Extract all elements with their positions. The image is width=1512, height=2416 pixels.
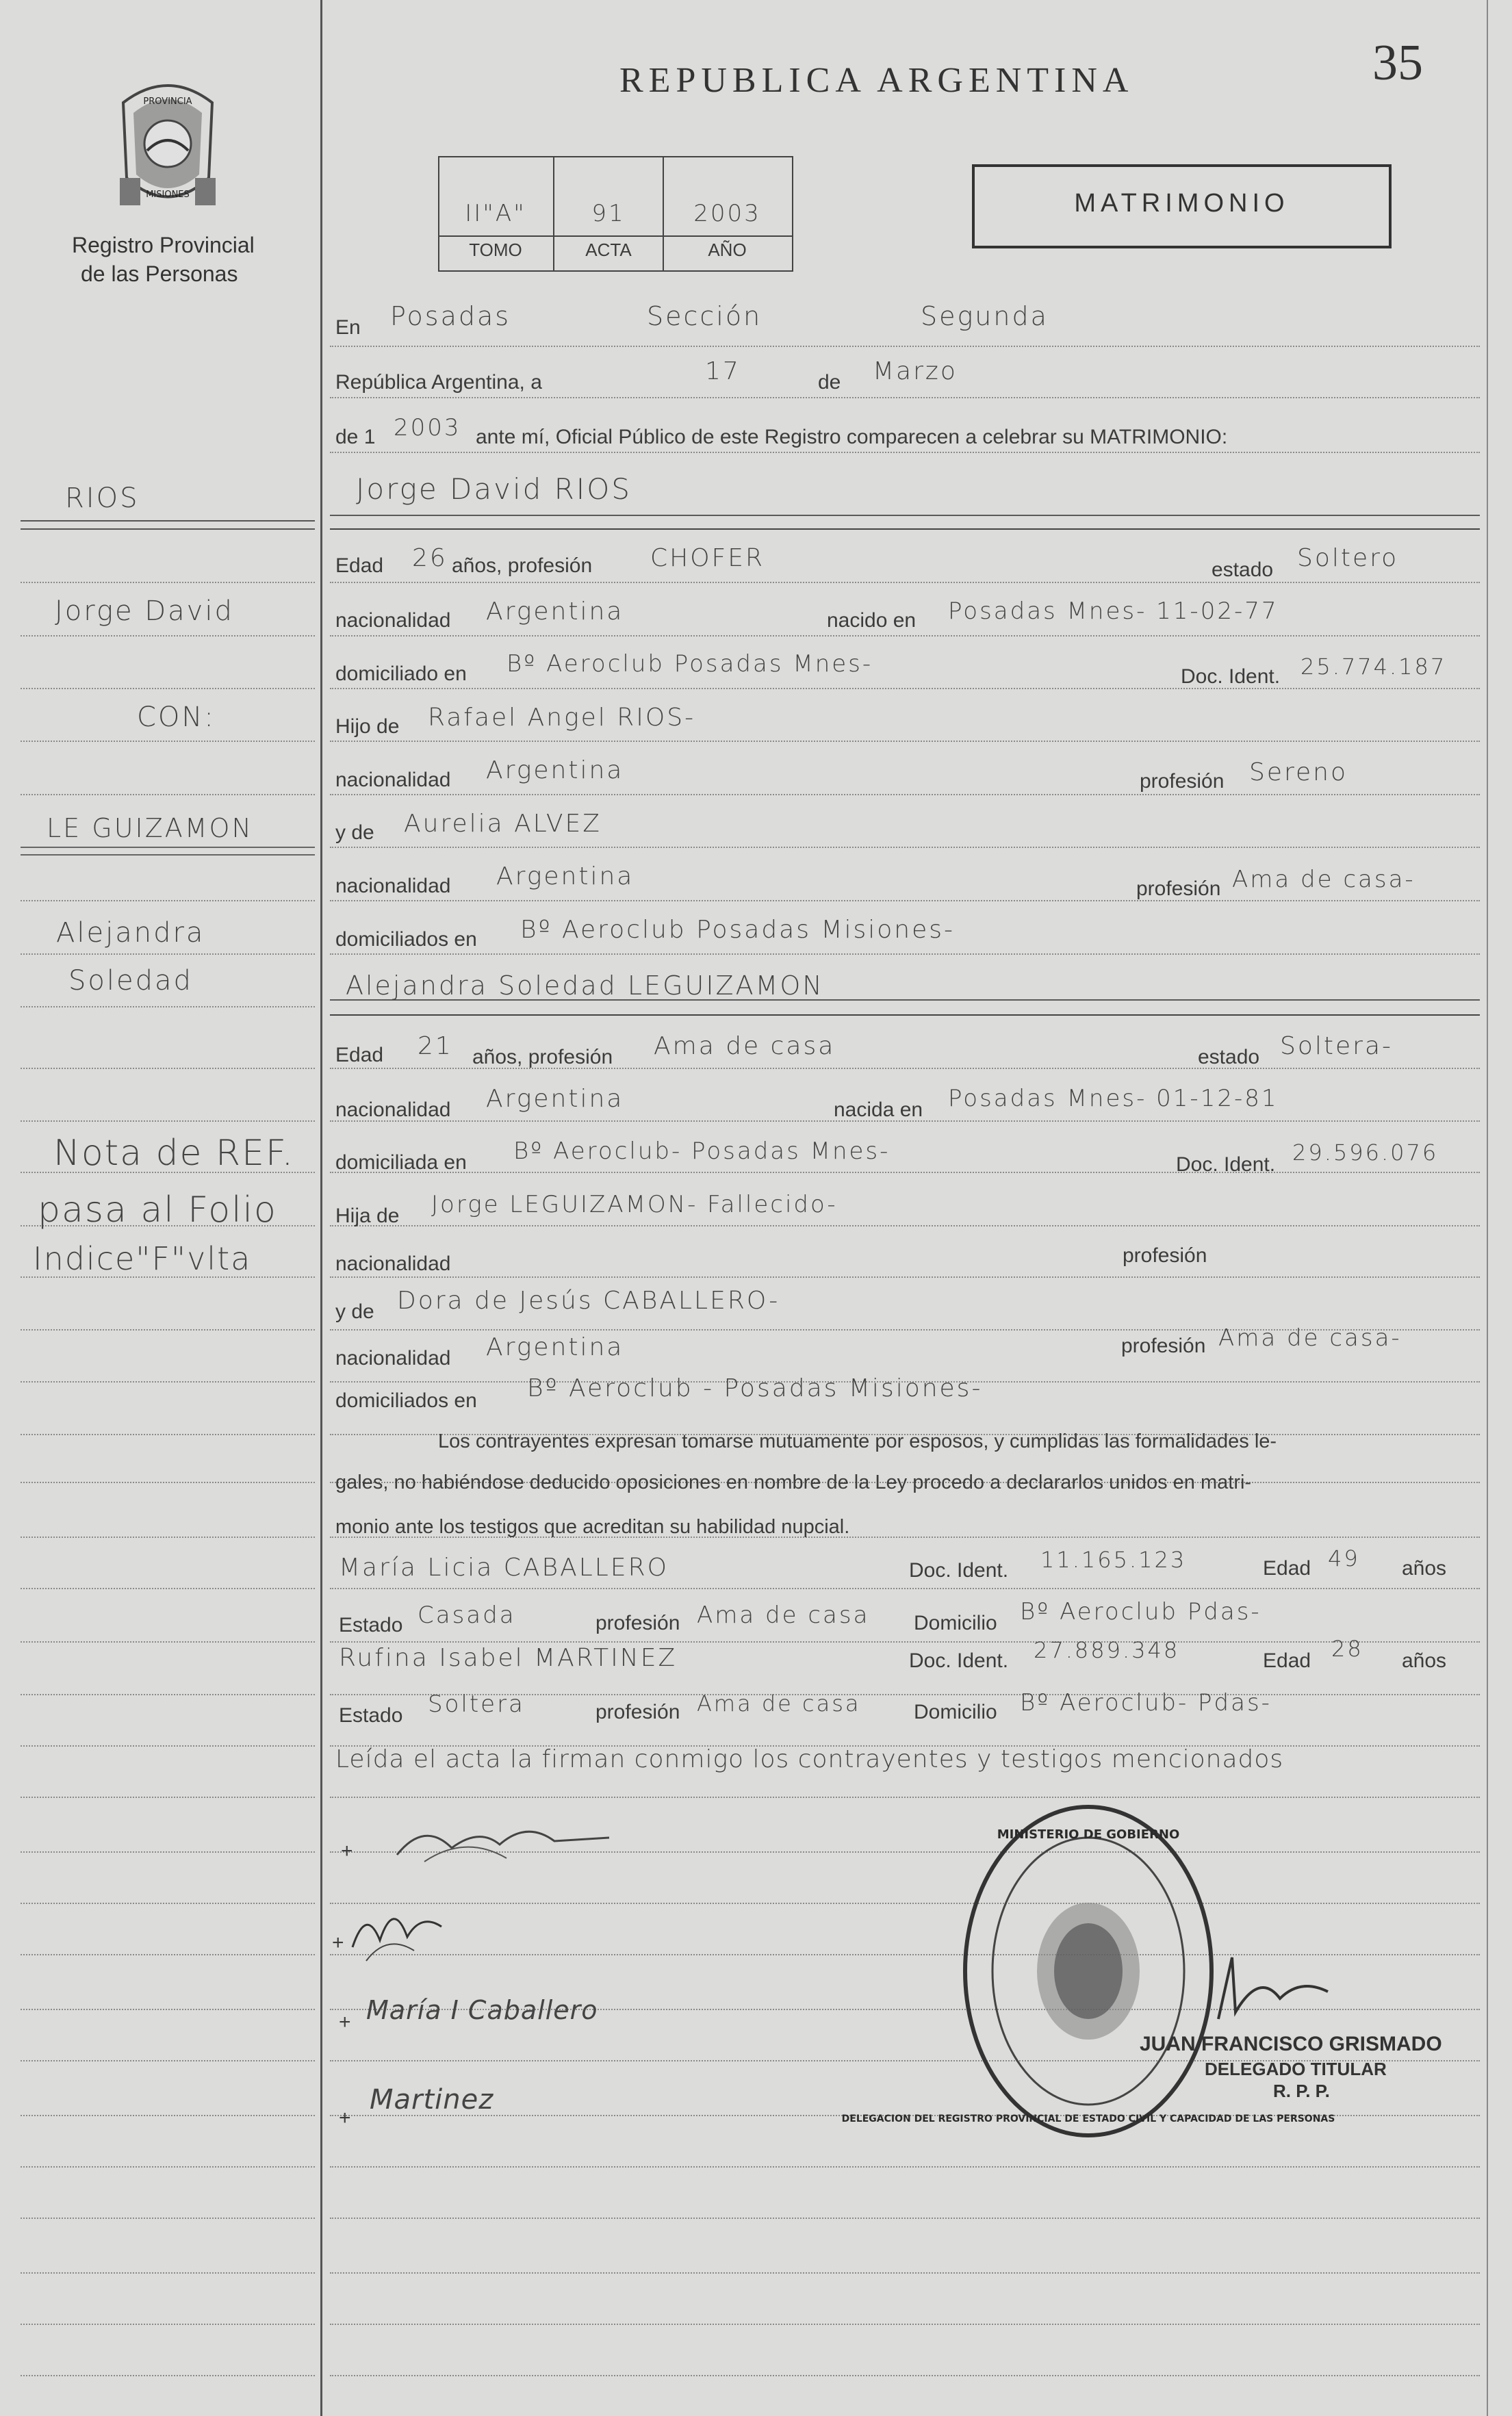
margin-given-2b: Soledad [68, 965, 193, 997]
groom-hijo-label: Hijo de [335, 715, 400, 738]
margin-given-2a: Alejandra [56, 917, 205, 949]
declaration-line1: Los contrayentes expresan tomarse mutuamente por esposos, y cumplidas las formalidades le- [438, 1430, 1277, 1452]
margin-surname-2: LE GUIZAMON [47, 813, 253, 843]
witness1-anos-label: años [1402, 1557, 1447, 1580]
margin-note-line1: Nota de REF. [53, 1133, 295, 1174]
groom-padre-nac-label: nacionalidad [335, 769, 451, 791]
tomo-label: TOMO [469, 240, 522, 260]
stamp-inner-text: MINISTERIO DE GOBIERNO [997, 1827, 1180, 1842]
groom-estado-label: estado [1212, 558, 1274, 581]
acta-label: ACTA [585, 240, 632, 260]
bride-yde-label: y de [335, 1300, 374, 1323]
declaration-line2: gales, no habiéndose deducido oposiciones en nombre de la Ley procedo a declararlos unidos en matri- [335, 1472, 1252, 1493]
bride-anos-prof-label: años, profesión [472, 1046, 613, 1068]
stamp-ring-text: DELEGACION DEL REGISTRO PROVINCIAL DE ESTADO CIVIL Y CAPACIDAD DE LAS PERSONAS [841, 2113, 1335, 2124]
margin-note-line3: Indice"F"vlta [33, 1240, 252, 1277]
office-name-line2: de las Personas [81, 261, 238, 286]
witness1-profesion: Ama de casa [697, 1602, 870, 1629]
signature-3: María I Caballero [366, 1995, 598, 2025]
bride-nacida: Posadas Mnes- 01-12-81 [948, 1085, 1279, 1112]
groom-nacido: Posadas Mnes- 11-02-77 [948, 597, 1279, 625]
bride-estado: Soltera- [1280, 1032, 1393, 1060]
groom-madre-prof: Ama de casa- [1232, 866, 1415, 893]
bride-madre-prof-label: profesión [1121, 1335, 1206, 1357]
tomo-value: II"A" [465, 200, 526, 227]
bride-doc-label: Doc. Ident. [1176, 1153, 1276, 1176]
acta-value: 91 [591, 200, 626, 227]
groom-padre-prof-label: profesión [1140, 770, 1225, 793]
signature-4: Martinez [370, 2084, 494, 2116]
groom-domicilio: Bº Aeroclub Posadas Mnes- [507, 650, 873, 678]
bride-hija-label: Hija de [335, 1205, 400, 1227]
left-margin-rule [320, 0, 322, 2416]
office-name-line1: Registro Provincial [72, 233, 255, 257]
groom-madre: Aurelia ALVEZ [404, 810, 602, 838]
ano-value: 2003 [693, 200, 761, 227]
witness2-domicilio: Bº Aeroclub- Pdas- [1020, 1689, 1272, 1717]
seccion-number: Segunda [921, 301, 1049, 331]
witness1-prof-label: profesión [595, 1612, 680, 1634]
sig3-cross: + [339, 2011, 351, 2033]
witness1-estado-label: Estado [339, 1614, 403, 1636]
witness2-dom-label: Domicilio [914, 1701, 997, 1723]
bride-nac-label: nacionalidad [335, 1098, 451, 1121]
page-number: 35 [1372, 35, 1423, 91]
groom-nac-label: nacionalidad [335, 609, 451, 632]
bride-padres-dom: Bº Aeroclub - Posadas Misiones- [527, 1374, 983, 1402]
en-value: Posadas [390, 301, 511, 331]
bride-madre-nac: Argentina [486, 1333, 624, 1361]
witness1-doc-label: Doc. Ident. [909, 1559, 1009, 1582]
bride-dom-label: domiciliada en [335, 1151, 467, 1174]
groom-edad: 26 [412, 544, 448, 572]
ano-label: AÑO [708, 240, 747, 260]
officer-signature-icon [1205, 1944, 1342, 2026]
date-month: Marzo [873, 357, 958, 385]
groom-padres-dom: Bº Aeroclub Posadas Misiones- [520, 916, 955, 944]
record-type-label: MATRIMONIO [1074, 189, 1290, 218]
groom-anos-prof-label: años, profesión [452, 554, 593, 577]
groom-doc: 25.774.187 [1300, 654, 1447, 680]
witness2-edad-label: Edad [1263, 1649, 1311, 1672]
seal-top-text: PROVINCIA [143, 97, 192, 107]
year-prefix: de 1 [335, 426, 376, 448]
margin-con: CON: [137, 702, 216, 733]
en-label: En [335, 316, 361, 339]
bride-padre: Jorge LEGUIZAMON- Fallecido- [431, 1191, 838, 1218]
bride-edad: 21 [418, 1032, 453, 1060]
province-seal-icon [106, 75, 229, 219]
bride-padre-nac-label: nacionalidad [335, 1252, 451, 1275]
bride-nacida-label: nacida en [834, 1098, 923, 1121]
groom-estado: Soltero [1297, 544, 1399, 572]
margin-surname-1: RIOS [65, 483, 140, 514]
groom-padre-prof: Sereno [1249, 758, 1348, 786]
groom-name: Jorge David RIOS [356, 472, 632, 506]
groom-madre-nac-label: nacionalidad [335, 875, 451, 897]
officer-name: JUAN FRANCISCO GRISMADO [1140, 2033, 1442, 2055]
country-title: REPUBLICA ARGENTINA [619, 61, 1134, 100]
bride-domicilio: Bº Aeroclub- Posadas Mnes- [513, 1138, 890, 1165]
witness1-edad: 49 [1328, 1545, 1360, 1571]
bride-doms-label: domiciliados en [335, 1389, 477, 1412]
groom-edad-label: Edad [335, 554, 384, 577]
witness2-edad: 28 [1331, 1636, 1363, 1662]
bride-madre-nac-label: nacionalidad [335, 1347, 451, 1370]
signature-1-icon [383, 1807, 616, 1875]
bride-profesion: Ama de casa [654, 1032, 836, 1060]
declaration-line3: monio ante los testigos que acreditan su habilidad nupcial. [335, 1516, 850, 1538]
bride-madre-prof: Ama de casa- [1218, 1324, 1402, 1352]
sig4-cross: + [339, 2107, 351, 2129]
margin-note-line2: pasa al Folio [38, 1190, 277, 1231]
witness2-anos-label: años [1402, 1649, 1447, 1672]
witness2-profesion: Ama de casa [697, 1691, 861, 1717]
sig1-cross: + [341, 1840, 353, 1862]
groom-nacido-label: nacido en [827, 609, 917, 632]
witness2-doc-label: Doc. Ident. [909, 1649, 1009, 1672]
closing-statement: Leída el acta la firman conmigo los contrayentes y testigos mencionados [335, 1745, 1284, 1773]
statement-text: ante mí, Oficial Público de este Registro comparecen a celebrar su MATRIMONIO: [476, 426, 1228, 448]
groom-yde-label: y de [335, 821, 374, 844]
groom-dom-label: domiciliado en [335, 663, 467, 685]
groom-profesion: CHOFER [650, 544, 765, 572]
groom-doc-label: Doc. Ident. [1181, 665, 1281, 688]
bride-padre-prof-label: profesión [1123, 1244, 1207, 1267]
bride-edad-label: Edad [335, 1044, 384, 1066]
witness1-edad-label: Edad [1263, 1557, 1311, 1580]
witness1-name: María Licia CABALLERO [339, 1554, 669, 1582]
republica-label: República Argentina, a [335, 371, 542, 394]
groom-padre-nac: Argentina [486, 756, 624, 784]
seal-bottom-text: MISIONES [146, 190, 190, 200]
groom-padre: Rafael Angel RIOS- [428, 704, 696, 732]
bride-nacionalidad: Argentina [486, 1085, 624, 1113]
date-day: 17 [705, 357, 741, 385]
groom-madre-nac: Argentina [496, 862, 635, 890]
witness1-estado: Casada [418, 1602, 516, 1629]
groom-nacionalidad: Argentina [486, 597, 624, 626]
bride-madre: Dora de Jesús CABALLERO- [397, 1287, 780, 1315]
groom-doms-label: domiciliados en [335, 928, 477, 951]
signature-2-icon [346, 1892, 455, 1975]
date-de-label: de [818, 371, 841, 394]
bride-doc: 29.596.076 [1292, 1140, 1439, 1166]
bride-estado-label: estado [1198, 1046, 1260, 1068]
witness1-domicilio: Bº Aeroclub Pdas- [1020, 1598, 1261, 1625]
witness2-estado-label: Estado [339, 1704, 403, 1727]
officer-org: R. P. P. [1273, 2081, 1330, 2101]
witness1-doc: 11.165.123 [1040, 1547, 1187, 1573]
margin-given-1: Jorge David [55, 595, 234, 627]
officer-title: DELEGADO TITULAR [1205, 2059, 1387, 2079]
witness1-dom-label: Domicilio [914, 1612, 997, 1634]
sig2-cross: + [332, 1931, 344, 1954]
seccion-value: Sección [647, 301, 763, 331]
year-value: 2003 [394, 414, 461, 441]
witness2-doc: 27.889.348 [1034, 1637, 1180, 1663]
witness2-name: Rufina Isabel MARTINEZ [339, 1644, 678, 1672]
groom-madre-prof-label: profesión [1136, 877, 1221, 900]
witness2-estado: Soltera [428, 1691, 525, 1718]
witness2-prof-label: profesión [595, 1701, 680, 1723]
right-page-edge [1487, 0, 1488, 2416]
bride-name: Alejandra Soledad LEGUIZAMON [346, 971, 824, 1001]
